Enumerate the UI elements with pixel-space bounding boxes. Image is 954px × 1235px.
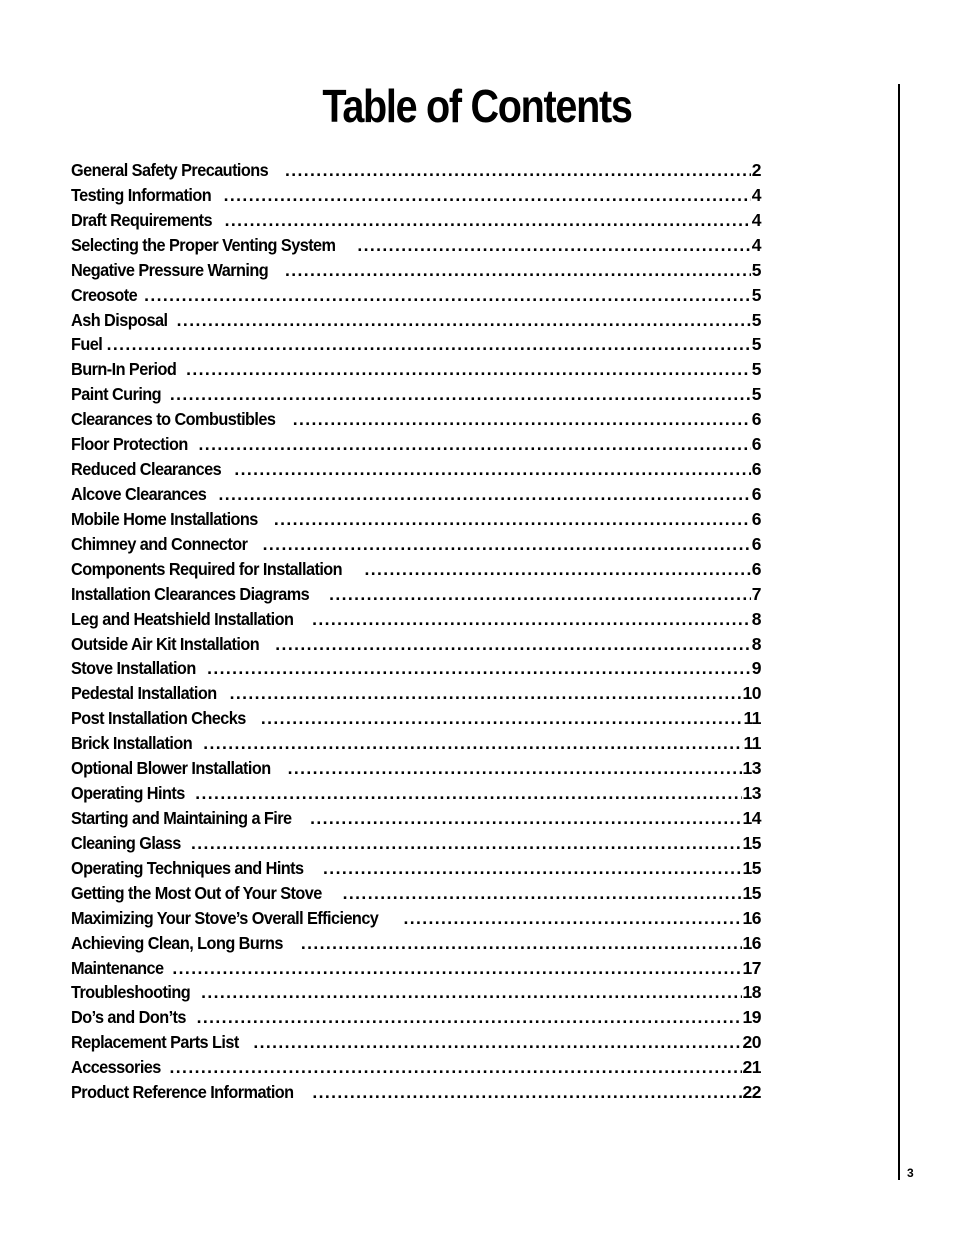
toc-entry-title: Do’s and Don’ts (71, 1007, 186, 1028)
vertical-rule (898, 84, 900, 1180)
toc-entry-title: Product Reference Information (71, 1082, 294, 1103)
toc-entry-page: 18 (742, 982, 761, 1003)
toc-entry[interactable] (71, 781, 761, 806)
toc-entry-title: Achieving Clean, Long Burns (71, 932, 283, 953)
toc-entry-page: 2 (751, 160, 761, 180)
toc-entry[interactable] (71, 931, 761, 956)
dot-leader (207, 656, 751, 681)
toc-entry[interactable] (71, 881, 761, 906)
dot-leader (170, 382, 751, 407)
toc-entry-page: 15 (742, 832, 761, 853)
toc-entry[interactable] (71, 233, 761, 258)
toc-entry[interactable] (71, 956, 761, 981)
dot-leader (177, 308, 751, 333)
toc-entry-title: Maximizing Your Stove’s Overall Efficiency (71, 907, 379, 928)
toc-entry-page: 15 (742, 882, 761, 903)
toc-entry[interactable] (71, 382, 761, 407)
toc-entry-page: 13 (742, 758, 761, 779)
toc-entry-page: 6 (751, 483, 761, 504)
toc-entry-page: 20 (742, 1032, 761, 1053)
dot-leader (310, 806, 741, 831)
dot-leader (199, 432, 751, 457)
toc-entry-page: 8 (751, 608, 761, 629)
toc-entry-page: 6 (751, 434, 761, 455)
toc-entry[interactable] (71, 332, 761, 357)
dot-leader (312, 607, 751, 632)
toc-entry-page: 5 (751, 359, 761, 380)
toc-entry-title: Chimney and Connector (71, 533, 248, 554)
dot-leader (403, 906, 741, 931)
toc-entry[interactable] (71, 208, 761, 233)
toc-entry-page: 5 (751, 259, 761, 280)
toc-entry-title: Alcove Clearances (71, 483, 207, 504)
toc-entry-page: 17 (742, 957, 761, 978)
toc-entry-title: Outside Air Kit Installation (71, 633, 260, 654)
toc-entry-title: Ash Disposal (71, 309, 168, 330)
toc-entry[interactable] (71, 457, 761, 482)
page-number: 3 (907, 1166, 914, 1180)
toc-entry-page: 11 (743, 733, 761, 754)
toc-entry-page: 9 (751, 658, 761, 679)
toc-entry[interactable] (71, 756, 761, 781)
dot-leader (107, 332, 751, 357)
toc-entry-title: Optional Blower Installation (71, 758, 271, 779)
toc-entry-page: 21 (742, 1057, 761, 1078)
toc-entry-title: Maintenance (71, 957, 164, 978)
toc-entry-page: 16 (742, 907, 761, 928)
dot-leader (186, 357, 751, 382)
dot-leader (230, 681, 742, 706)
toc-entry-title: Paint Curing (71, 384, 162, 405)
dot-leader (274, 507, 751, 532)
dot-leader (323, 856, 741, 881)
toc-entry-title: Fuel (71, 334, 103, 355)
toc-entry[interactable] (71, 258, 761, 283)
toc-entry-title: Stove Installation (71, 658, 196, 679)
toc-entry-title: Post Installation Checks (71, 708, 246, 729)
toc-entry-title: Components Required for Installation (71, 558, 343, 579)
toc-entry-title: Installation Clearances Diagrams (71, 583, 310, 604)
toc-entry[interactable] (71, 831, 761, 856)
toc-entry-page: 15 (742, 857, 761, 878)
toc-entry-page: 16 (742, 932, 761, 953)
dot-leader (203, 731, 742, 756)
toc-entry[interactable] (71, 407, 761, 432)
toc-entry-page: 11 (743, 708, 761, 729)
toc-entry-page: 19 (742, 1007, 761, 1028)
toc-entry-title: Testing Information (71, 184, 212, 205)
toc-entry[interactable] (71, 482, 761, 507)
dot-leader (234, 457, 750, 482)
toc-entry-page: 10 (742, 683, 761, 704)
table-of-contents-list (71, 158, 761, 1105)
toc-entry[interactable] (71, 980, 761, 1005)
toc-entry[interactable] (71, 1030, 761, 1055)
toc-entry-title: Leg and Heatshield Installation (71, 608, 294, 629)
dot-leader (364, 557, 750, 582)
toc-entry-title: Creosote (71, 284, 138, 305)
dot-leader (172, 956, 741, 981)
toc-entry-title: Troubleshooting (71, 982, 191, 1003)
toc-entry-page: 4 (751, 184, 761, 205)
toc-entry-title: Floor Protection (71, 434, 188, 455)
toc-entry-page: 5 (751, 384, 761, 405)
toc-entry[interactable] (71, 1005, 761, 1030)
toc-entry[interactable] (71, 432, 761, 457)
toc-entry-page: 4 (751, 234, 761, 255)
toc-entry[interactable] (71, 582, 761, 607)
toc-entry-title: General Safety Precautions (71, 160, 269, 180)
dot-leader (170, 1055, 742, 1080)
toc-entry-page: 6 (751, 558, 761, 579)
toc-entry-title: Brick Installation (71, 733, 193, 754)
dot-leader (285, 158, 751, 183)
toc-entry[interactable] (71, 856, 761, 881)
toc-entry[interactable] (71, 906, 761, 931)
toc-entry-title: Reduced Clearances (71, 459, 222, 480)
dot-leader (144, 283, 751, 308)
toc-entry[interactable] (71, 706, 761, 731)
toc-entry[interactable] (71, 507, 761, 532)
toc-entry[interactable] (71, 183, 761, 208)
toc-entry[interactable] (71, 1080, 761, 1105)
toc-entry-title: Draft Requirements (71, 209, 212, 230)
toc-entry-title: Mobile Home Installations (71, 508, 258, 529)
toc-entry-title: Selecting the Proper Venting System (71, 234, 336, 255)
toc-entry-title: Accessories (71, 1057, 161, 1078)
toc-entry[interactable] (71, 158, 761, 183)
toc-entry[interactable] (71, 681, 761, 706)
toc-entry-page: 6 (751, 533, 761, 554)
toc-entry-page: 6 (751, 459, 761, 480)
dot-leader (301, 931, 742, 956)
dot-leader (275, 632, 750, 657)
toc-entry[interactable] (71, 532, 761, 557)
toc-entry[interactable] (71, 308, 761, 333)
dot-leader (293, 407, 751, 432)
page-title: Table of Contents (322, 80, 632, 132)
dot-leader (253, 1030, 741, 1055)
toc-entry-title: Operating Techniques and Hints (71, 857, 304, 878)
toc-entry-title: Pedestal Installation (71, 683, 217, 704)
toc-entry-page: 8 (751, 633, 761, 654)
toc-entry[interactable] (71, 607, 761, 632)
dot-leader (201, 980, 741, 1005)
dot-leader (329, 582, 751, 607)
dot-leader (261, 706, 743, 731)
toc-entry[interactable] (71, 283, 761, 308)
toc-entry-title: Burn-In Period (71, 359, 177, 380)
toc-entry[interactable] (71, 357, 761, 382)
dot-leader (312, 1080, 741, 1105)
dot-leader (191, 831, 742, 856)
dot-leader (218, 482, 750, 507)
dot-leader (343, 881, 742, 906)
toc-entry-page: 14 (742, 807, 761, 828)
toc-entry[interactable] (71, 632, 761, 657)
dot-leader (197, 1005, 742, 1030)
toc-entry[interactable] (71, 557, 761, 582)
toc-entry-page: 5 (751, 334, 761, 355)
toc-entry-title: Starting and Maintaining a Fire (71, 807, 292, 828)
toc-entry[interactable] (71, 806, 761, 831)
toc-entry[interactable] (71, 731, 761, 756)
toc-entry-page: 4 (751, 209, 761, 230)
toc-entry-title: Negative Pressure Warning (71, 259, 269, 280)
dot-leader (225, 208, 751, 233)
dot-leader (263, 532, 751, 557)
toc-entry-title: Replacement Parts List (71, 1032, 239, 1053)
toc-entry-title: Cleaning Glass (71, 832, 181, 853)
dot-leader (357, 233, 750, 258)
toc-entry-title: Getting the Most Out of Your Stove (71, 882, 322, 903)
toc-entry-title: Operating Hints (71, 783, 185, 804)
toc-entry-page: 5 (751, 309, 761, 330)
dot-leader (285, 258, 751, 283)
toc-entry-page: 22 (742, 1082, 761, 1103)
toc-entry[interactable] (71, 656, 761, 681)
toc-entry-page: 13 (742, 783, 761, 804)
dot-leader (224, 183, 751, 208)
dot-leader (195, 781, 741, 806)
toc-entry-title: Clearances to Combustibles (71, 409, 276, 430)
toc-entry-page: 6 (751, 409, 761, 430)
toc-entry[interactable] (71, 1055, 761, 1080)
toc-entry-page: 6 (751, 508, 761, 529)
toc-entry-page: 7 (751, 583, 761, 604)
toc-entry-page: 5 (751, 284, 761, 305)
dot-leader (288, 756, 742, 781)
